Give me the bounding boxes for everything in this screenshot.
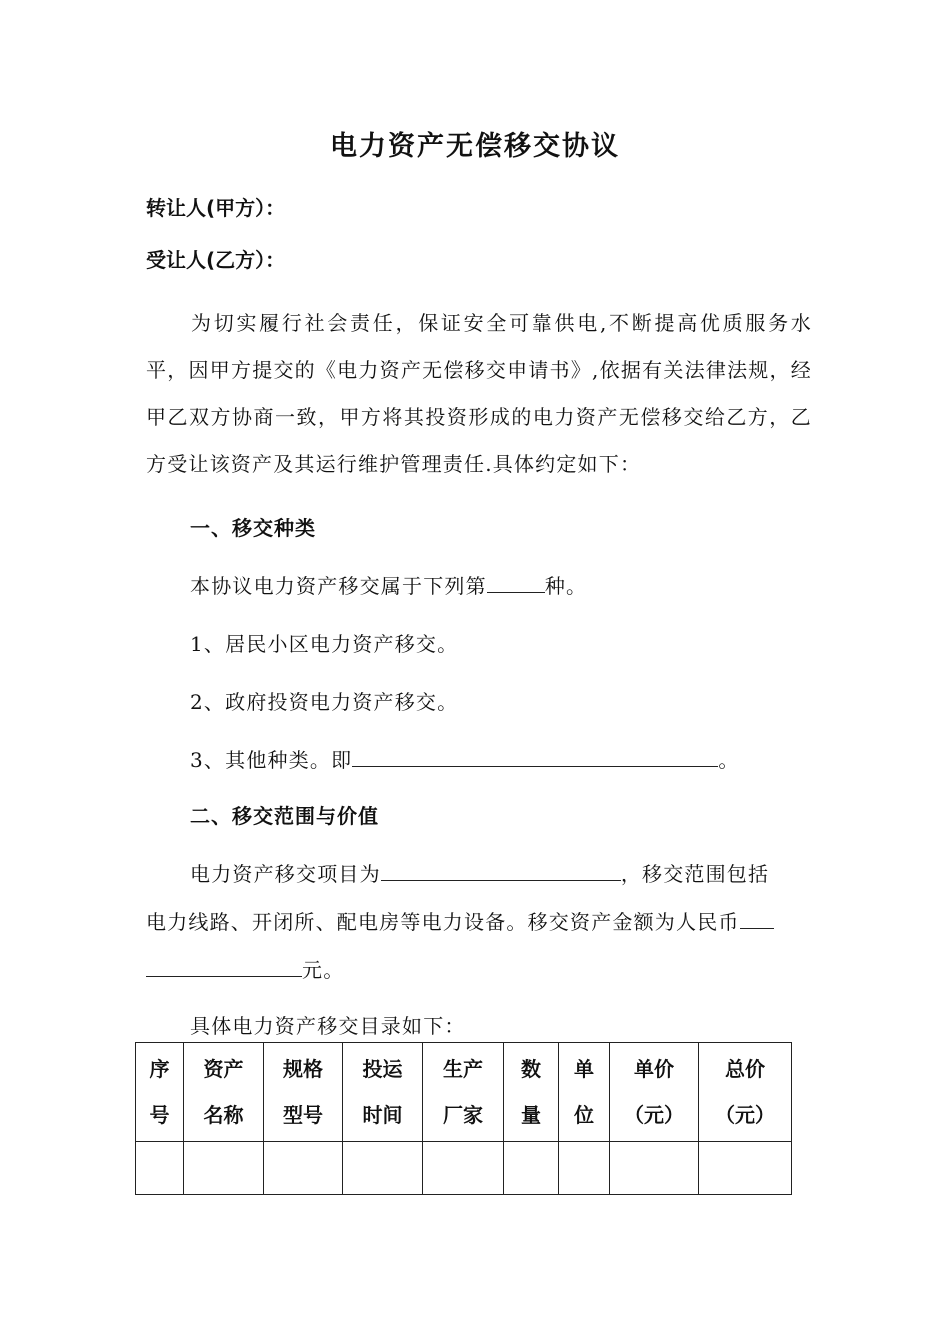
header-cell-index: 序 号	[136, 1043, 184, 1142]
table-cell[interactable]	[699, 1142, 792, 1195]
section2-line-2	[146, 906, 774, 935]
section1-item-2: 2、政府投资电力资产移交。	[190, 690, 459, 714]
section2-line-3	[146, 954, 344, 983]
table-header-row	[136, 1043, 792, 1142]
section1-intro-after: 种。	[544, 574, 588, 598]
section1-item-3-after: 。	[718, 748, 740, 772]
header-cell-unit-price: 单价 （元）	[610, 1043, 699, 1142]
project-name-blank[interactable]	[381, 879, 621, 881]
table-row	[136, 1142, 792, 1195]
section2-line-2-text: 电力线路、开闭所、配电房等电力设备。移交资产金额为人民币	[146, 910, 740, 934]
section2-line-1-after: ，移交范围包括	[620, 862, 770, 886]
asset-catalog-table	[135, 1042, 792, 1195]
table-cell[interactable]	[343, 1142, 423, 1195]
table-cell[interactable]	[504, 1142, 559, 1195]
amount-blank-start[interactable]	[740, 927, 774, 929]
table-cell[interactable]	[136, 1142, 184, 1195]
section1-intro	[190, 570, 587, 599]
header-cell-asset-name: 资产 名称	[184, 1043, 264, 1142]
document-title: 电力资产无偿移交协议	[330, 131, 620, 162]
table-cell[interactable]	[423, 1142, 504, 1195]
header-cell-commission-time: 投运 时间	[343, 1043, 423, 1142]
section1-item-1: 1、居民小区电力资产移交。	[190, 632, 459, 656]
header-cell-unit: 单 位	[559, 1043, 610, 1142]
table-cell[interactable]	[184, 1142, 264, 1195]
transferee-label: 受让人(乙方）：	[146, 248, 286, 272]
section1-intro-before: 本协议电力资产移交属于下列第	[190, 574, 487, 598]
section2-line-3-after: 元。	[302, 958, 345, 982]
header-cell-manufacturer: 生产 厂家	[423, 1043, 504, 1142]
type-number-blank[interactable]	[487, 591, 545, 593]
header-cell-spec-model: 规格 型号	[264, 1043, 343, 1142]
section1-item-3	[190, 744, 740, 773]
table-cell[interactable]	[559, 1142, 610, 1195]
table-cell[interactable]	[264, 1142, 343, 1195]
header-cell-quantity: 数 量	[504, 1043, 559, 1142]
table-cell[interactable]	[610, 1142, 699, 1195]
section2-line-1	[190, 858, 769, 887]
catalog-intro: 具体电力资产移交目录如下：	[190, 1014, 466, 1038]
transferor-label: 转让人(甲方）：	[146, 196, 286, 220]
intro-paragraph: 为切实履行社会责任，保证安全可靠供电,不断提高优质服务水平，因甲方提交的《电力资产无偿移交申请书》,依据有关法律法规，经甲乙双方协商一致，甲方将其投资形成的电力资产无偿移交给乙方，乙方受让该资产及其运行维护管理责任.具体约定如下：	[146, 311, 812, 476]
amount-blank-end[interactable]	[146, 975, 302, 977]
section1-heading: 一、移交种类	[190, 516, 316, 540]
header-cell-total-price: 总价 （元）	[699, 1043, 792, 1142]
section2-heading: 二、移交范围与价值	[190, 804, 379, 828]
section2-line-1-before: 电力资产移交项目为	[190, 862, 381, 886]
other-type-blank[interactable]	[352, 765, 718, 767]
section1-item-3-before: 3、其他种类。即	[190, 748, 353, 772]
